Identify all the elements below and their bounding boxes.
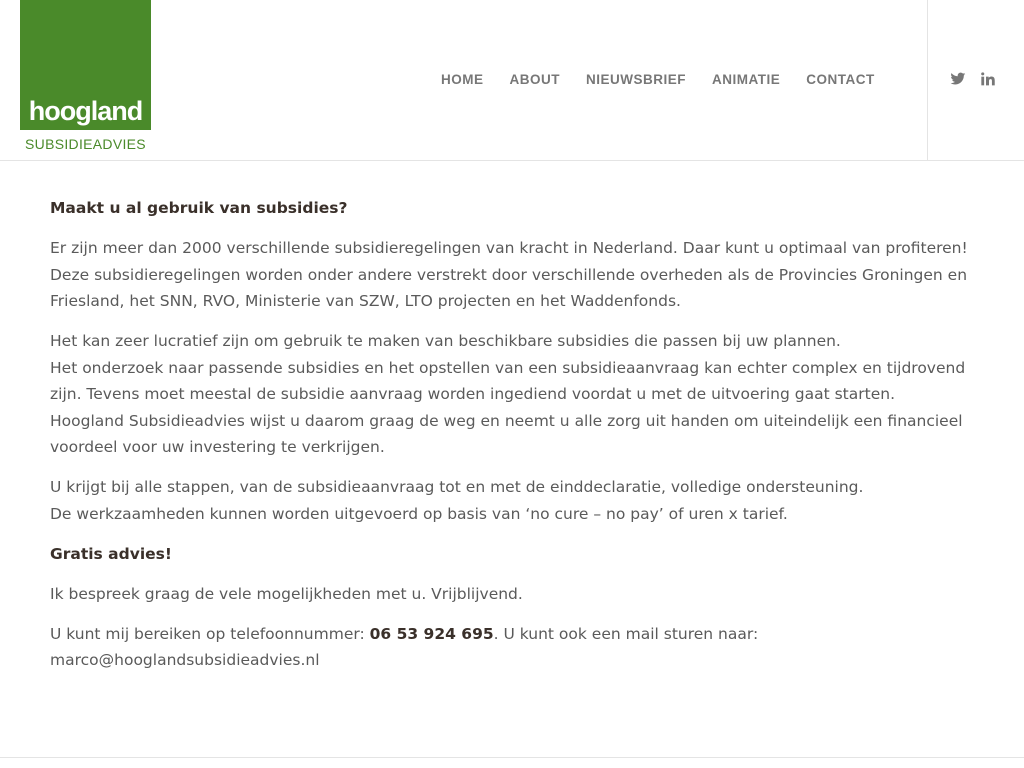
free-advice-heading: Gratis advies! xyxy=(50,544,172,563)
paragraph-1-line-1: Er zijn meer dan 2000 verschillende subsidieregelingen van kracht in Nederland. Daar kunt u optimaal van profiteren! xyxy=(50,239,968,257)
header-divider xyxy=(927,0,928,160)
paragraph-3-line-1: U krijgt bij alle stappen, van de subsidieaanvraag tot en met de einddeclaratie, volledige ondersteuning. xyxy=(50,478,864,496)
phone-number: 06 53 924 695 xyxy=(369,624,494,643)
contact-middle: . U kunt ook een mail sturen naar: xyxy=(493,624,759,643)
paragraph-3 xyxy=(50,474,980,527)
logo-subtitle: SUBSIDIEADVIES xyxy=(25,136,146,152)
contact-prefix: U kunt mij bereiken op telefoonnummer: xyxy=(50,624,370,643)
twitter-link[interactable] xyxy=(950,70,966,88)
site-header xyxy=(0,0,1024,161)
paragraph-2-line-3: Hoogland Subsidieadvies wijst u daarom graag de weg en neemt u alle zorg uit handen om uiteindelijk een financieel voordeel voor uw investering te verkrijgen. xyxy=(50,411,963,456)
nav-animatie[interactable]: ANIMATIE xyxy=(712,72,781,87)
paragraph-2-line-1: Het kan zeer lucratief zijn om gebruik te maken van beschikbare subsidies die passen bij uw plannen. xyxy=(50,332,841,350)
nav-about[interactable]: ABOUT xyxy=(509,72,560,87)
main-content xyxy=(50,195,980,687)
linkedin-icon xyxy=(980,70,996,88)
paragraph-3-line-2: De werkzaamheden kunnen worden uitgevoerd op basis van ‘no cure – no pay’ of uren x tarief. xyxy=(50,504,788,523)
paragraph-2-line-2: Het onderzoek naar passende subsidies en het opstellen van een subsidieaanvraag kan echter complex en tijdrovend zijn. Tevens moet meestal de subsidie aanvraag worden ingediend voordat u met de uitvoering gaat starten. xyxy=(50,358,966,403)
logo-box xyxy=(20,0,151,130)
nav-contact[interactable]: CONTACT xyxy=(806,72,875,87)
logo-wordmark: hoogland xyxy=(28,96,143,126)
social-links xyxy=(950,70,996,88)
paragraph-2 xyxy=(50,328,980,461)
paragraph-4: Ik bespreek graag de vele mogelijkheden met u. Vrijblijvend. xyxy=(50,584,523,603)
nav-nieuwsbrief[interactable]: NIEUWSBRIEF xyxy=(586,72,686,87)
paragraph-1 xyxy=(50,235,980,315)
intro-heading: Maakt u al gebruik van subsidies? xyxy=(50,199,348,217)
twitter-icon xyxy=(950,70,966,88)
contact-paragraph xyxy=(50,621,980,674)
email-address: marco@hooglandsubsidieadvies.nl xyxy=(50,651,320,669)
nav-home[interactable]: HOME xyxy=(441,72,484,87)
main-nav xyxy=(441,72,875,87)
linkedin-link[interactable] xyxy=(980,70,996,88)
paragraph-1-line-2: Deze subsidieregelingen worden onder andere verstrekt door verschillende overheden als de Provincies Groningen en Friesland, het SNN, RVO, Ministerie van SZW, LTO projecten en het Waddenfonds. xyxy=(50,265,968,310)
logo-link[interactable] xyxy=(20,0,151,156)
footer-divider xyxy=(0,757,1024,758)
